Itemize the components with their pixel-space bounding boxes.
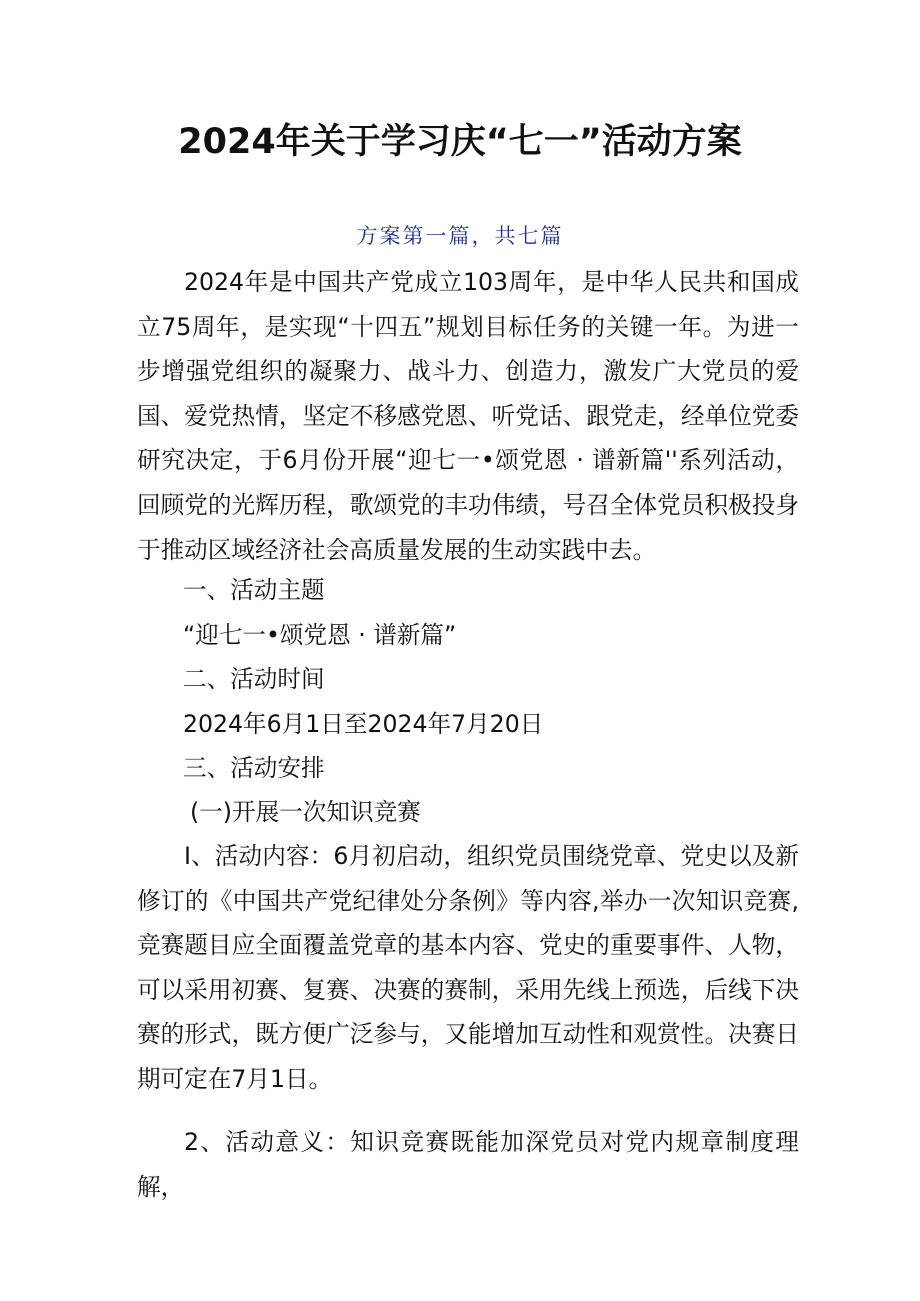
section-heading-time: 二、活动时间 — [183, 665, 325, 693]
quiz-meaning-paragraph: 2、活动意义：知识竞赛既能加深党员对党内规章制度理解， — [137, 1128, 799, 1201]
activity-dates-text: 2024年6月1日至2024年7月20日 — [183, 710, 544, 738]
quiz-content-paragraph: I、活动内容：6月初启动，组织党员围绕党章、党史以及新修订的《中国共产党纪律处分条例》等内容,举办一次知识竞赛,竞赛题目应全面覆盖党章的基本内容、党史的重要事件、人物，可以采用初赛、复赛、决赛的赛制，采用先线上预选，后线下决赛的形式，既方便广泛参与，又能增加互动性和观赏性。决赛日期可定在7月1日。 — [137, 842, 799, 1093]
section-heading-theme: 一、活动主题 — [183, 576, 325, 604]
subsection-heading-quiz: (一)开展一次知识竞赛 — [190, 798, 421, 826]
document-subtitle: 方案第一篇，共七篇 — [356, 224, 564, 248]
activity-theme-text: “迎七一•颂党恩 · 谱新篇” — [183, 621, 457, 649]
document-title: 2024年关于学习庆“七一”活动方案 — [178, 122, 742, 162]
intro-paragraph: 2024年是中国共产党成立103周年，是中华人民共和国成立75周年，是实现“十四五”规划目标任务的关键一年。为进一步增强党组织的凝聚力、战斗力、创造力，激发广大党员的爱国、爱党热情，坚定不移感党恩、听党话、跟党走，经单位党委研究决定，于6月份开展“迎七一•颂党恩 · 谱新篇''系列活动，回顾党的光辉历程，歌颂党的丰功伟绩，号召全体党员积极投身于推动区域经济社会高质量发展的生动实践中去。 — [137, 268, 799, 564]
section-heading-arrangement: 三、活动安排 — [183, 754, 325, 782]
